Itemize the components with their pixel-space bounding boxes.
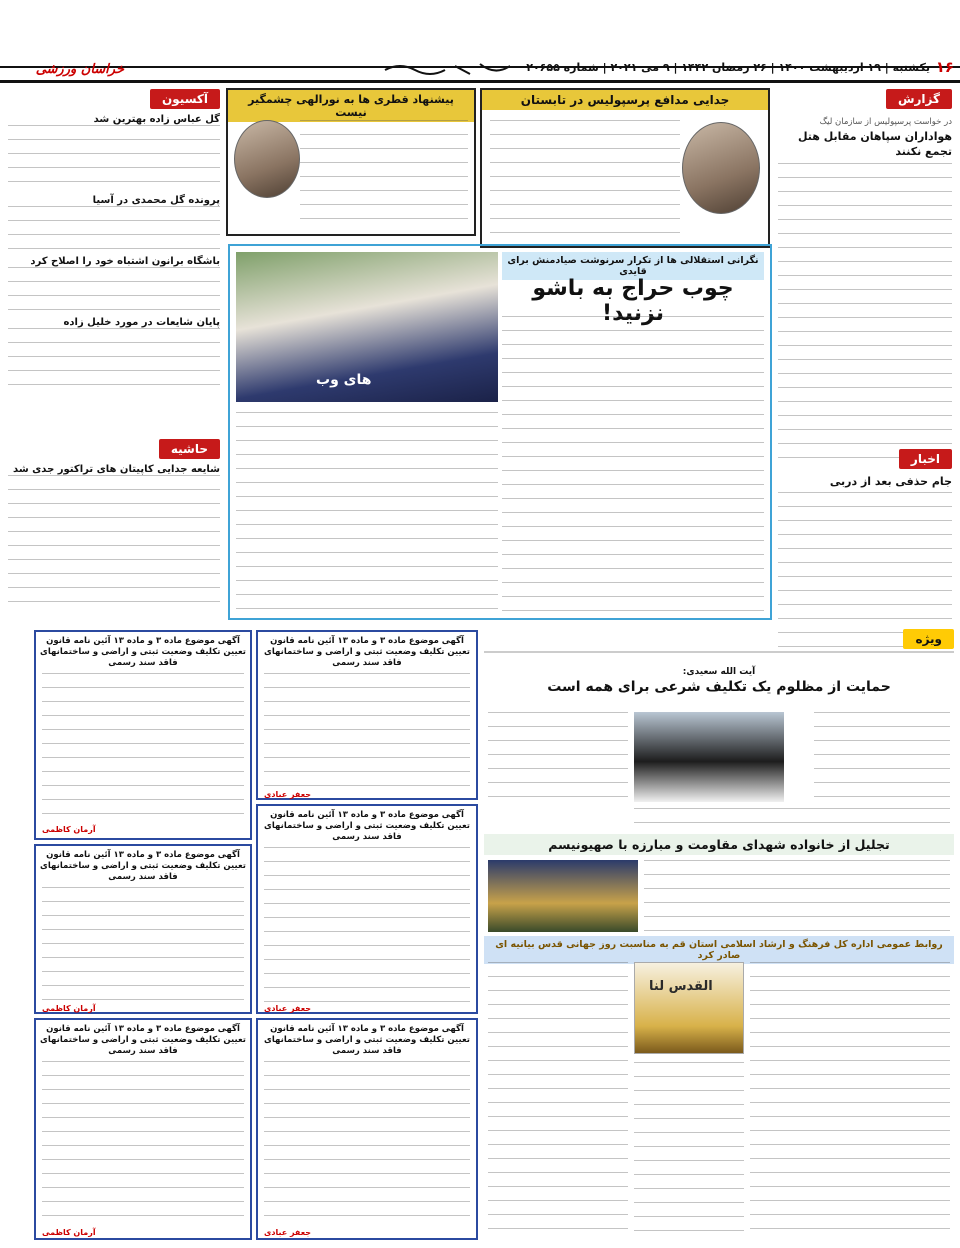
section-tag-vizheh: ویژه — [903, 629, 954, 649]
ceremony-photo — [488, 860, 638, 932]
ad1-signer: آرمان کاظمی — [42, 825, 96, 834]
report-title: هواداران سپاهان مقابل هتل تجمع نکنند — [797, 130, 952, 158]
dateline: یکشنبه | ۱۹ اردیبهشت ۱۴۰۰ | ۲۶ رمضان ۱۴۴۲ | ۹ می ۲۰۲۱ | شماره ۲۰۶۵۵ — [526, 61, 930, 74]
ad4-signer: جعفر عبادی — [264, 790, 311, 799]
ad-notice-1 — [34, 630, 252, 840]
action-item1-body — [8, 125, 220, 195]
vizheh-story2-title: تجلیل از خانواده شهدای مقاومت و مبارزه با صهیونیسم — [484, 834, 954, 855]
vizheh-story3-body-center — [634, 1062, 744, 1232]
ad5-signer: جعفر عبادی — [264, 1004, 311, 1013]
ad-notice-2 — [34, 844, 252, 1014]
left-column-sidelines — [8, 438, 220, 628]
section-brand-text: خراسان ورزشی — [35, 62, 124, 77]
vizheh-headline: حمایت از مظلوم یک تکلیف شرعی برای همه است — [547, 679, 891, 695]
story-qatar-body — [300, 120, 468, 230]
main-story-box — [228, 244, 772, 620]
ad6-body — [264, 1061, 470, 1226]
action-item4-body — [8, 328, 220, 388]
ad1-body — [42, 673, 244, 823]
ad4-heading: آگهی موضوع ماده ۳ و ماده ۱۳ آئین نامه قانون تعیین تکلیف وضعیت ثبتی و اراضی و ساختمانهای فاقد سند رسمی — [264, 636, 470, 668]
section-tag-news: اخبار — [899, 449, 952, 469]
ad3-signer: آرمان کاظمی — [42, 1228, 96, 1237]
photo-watermark: های وب — [316, 372, 372, 388]
story-defender-body — [490, 120, 680, 240]
report-kicker: در خواست پرسپولیس از سازمان لیگ — [819, 117, 952, 127]
ayatollah-photo — [634, 712, 784, 802]
left-column-action — [8, 88, 220, 434]
vizheh-story3-body-right — [750, 962, 950, 1232]
action-item3-title: باشگاه برانون اشتباه خود را اصلاح کرد — [30, 256, 220, 267]
ad2-signer: آرمان کاظمی — [42, 1004, 96, 1013]
right-column-report — [778, 88, 952, 440]
ad3-heading: آگهی موضوع ماده ۳ و ماده ۱۳ آئین نامه قانون تعیین تکلیف وضعیت ثبتی و اراضی و ساختمانهای فاقد سند رسمی — [40, 1024, 246, 1056]
nourollahi-photo — [234, 120, 300, 198]
top-rule — [0, 80, 960, 83]
ad-notice-6 — [256, 1018, 478, 1240]
vizheh-section — [484, 628, 954, 1240]
news-title: جام حذفی بعد از دربی — [829, 475, 952, 488]
sidelines-body — [8, 475, 220, 615]
right-column-news — [778, 448, 952, 648]
player-photo — [236, 252, 498, 402]
masthead-ornament — [380, 60, 520, 78]
story-defender-title: جدایی مدافع پرسپولیس در تابستان — [482, 90, 768, 110]
main-story-kicker: نگرانی استقلالی ها از تکرار سرنوشت صیادمنش برای قایدی — [502, 252, 764, 280]
action-item2-body — [8, 206, 220, 256]
ad1-heading: آگهی موضوع ماده ۳ و ماده ۱۳ آئین نامه قانون تعیین تکلیف وضعیت ثبتی و اراضی و ساختمانهای فاقد سند رسمی — [40, 636, 246, 668]
ad6-signer: جعفر عبادی — [264, 1228, 311, 1237]
main-story-headline: چوب حراج به باشو نزنید! — [532, 276, 734, 326]
main-story-body-right — [502, 316, 764, 612]
ad-notice-5 — [256, 804, 478, 1014]
vizheh-story3-title: روابط عمومی اداره کل فرهنگ و ارشاد اسلامی استان قم به مناسبت روز جهانی قدس بیانیه ای صادر کرد — [484, 936, 954, 964]
main-story-body-left — [236, 412, 498, 612]
ad6-heading: آگهی موضوع ماده ۳ و ماده ۱۳ آئین نامه قانون تعیین تکلیف وضعیت ثبتی و اراضی و ساختمانهای فاقد سند رسمی — [264, 1024, 470, 1056]
action-item4-title: پایان شایعات در مورد خلیل زاده — [63, 317, 220, 328]
story-defender-leaving — [480, 88, 770, 248]
page-number: ۱۶ — [935, 58, 954, 76]
vizheh-kicker: آیت الله سعیدی: — [682, 667, 756, 677]
story-qatar-offer — [226, 88, 476, 236]
section-brand-logo — [14, 58, 124, 80]
quds-logo-text: القدس لنا — [649, 979, 713, 994]
action-item2-title: پرونده گل محمدی در آسیا — [92, 195, 220, 206]
sidelines-title: شایعه جدایی کاپیتان های تراکتور جدی شد — [13, 464, 220, 475]
ad4-body — [264, 673, 470, 788]
ad5-body — [264, 847, 470, 1002]
quds-poster — [634, 962, 744, 1054]
ad-notice-4 — [256, 630, 478, 800]
vizheh-story3-body-left — [488, 962, 628, 1232]
story-qatar-title: پیشنهاد قطری ها به نورالهی چشمگیر نیست — [228, 90, 474, 122]
masthead — [0, 0, 960, 68]
report-body — [778, 163, 952, 463]
vizheh-story2-body — [644, 860, 950, 932]
section-tag-action: آکسیون — [150, 89, 220, 109]
ad2-body — [42, 887, 244, 1002]
vizheh-lead — [814, 712, 950, 808]
ad3-body — [42, 1061, 244, 1226]
action-item1-title: گل عباس زاده بهترین شد — [93, 114, 220, 125]
ad-notice-3 — [34, 1018, 252, 1240]
section-tag-sidelines: حاشیه — [159, 439, 220, 459]
action-item3-body — [8, 267, 220, 317]
ad5-heading: آگهی موضوع ماده ۳ و ماده ۱۳ آئین نامه قانون تعیین تکلیف وضعیت ثبتی و اراضی و ساختمانهای فاقد سند رسمی — [264, 810, 470, 842]
defender-photo — [682, 122, 760, 214]
section-tag-report: گزارش — [886, 89, 952, 109]
ad2-heading: آگهی موضوع ماده ۳ و ماده ۱۳ آئین نامه قانون تعیین تکلیف وضعیت ثبتی و اراضی و ساختمانهای فاقد سند رسمی — [40, 850, 246, 882]
vizheh-body-left — [488, 712, 628, 808]
